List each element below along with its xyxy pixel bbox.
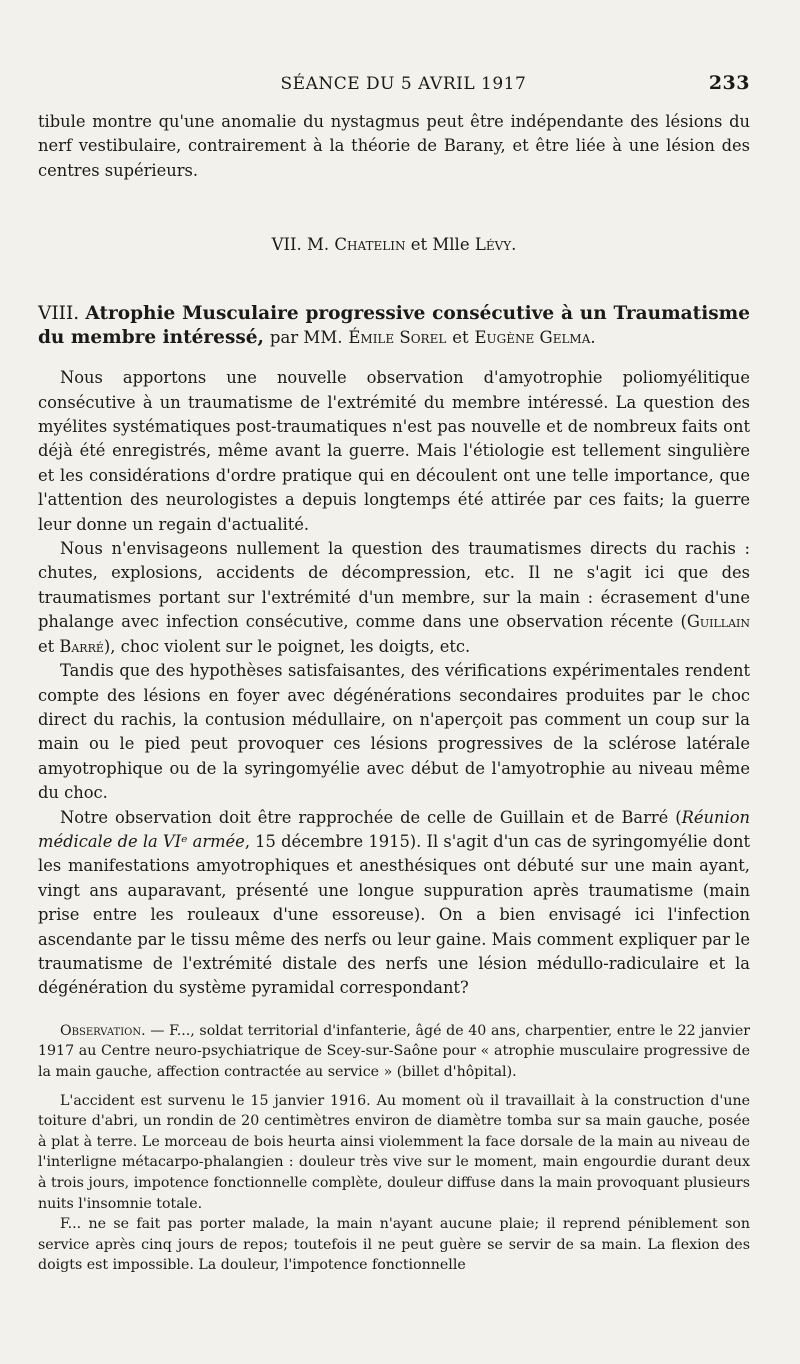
paragraph-4-text-b: , 15 décembre 1915). Il s'agit d'un cas de syringomyélie dont les manifestations amyotrophiques et anesthésiques ont débuté sur une main ayant, vingt ans auparavant, présenté une longue suppuration après traumatisme (main prise entre les rouleaux d'une essoreuse). On a bien envisagé ici l'infection ascendante par le tissu même des nerfs ou leur gaine. Mais comment expliquer par le traumatisme de l'extrémité distale des nerfs une lésion médullo-radiculaire et la dégénération du système pyramidal correspondant?: [38, 831, 750, 998]
paragraph-4-citation: Réunion médicale de la VIᵉ armée: [38, 807, 750, 851]
section-viii-par: par MM.: [269, 328, 343, 348]
section-viii-number: VIII.: [38, 303, 80, 325]
header-title: SÉANCE DU 5 AVRIL 1917: [280, 74, 527, 94]
paragraph-2-text-a: Nous n'envisageons nullement la question des traumatismes directs du rachis : chutes, explosions, accidents de décompression, etc. Il ne s'agit ici que des traumatismes portant sur l'extrémité d'un membre, sur la main : écrasement d'une phalange avec infection consécutive, comme dans une observation récente (: [38, 539, 750, 632]
paragraph-4-text-a: Notre observation doit être rapprochée de celle de Guillain et de Barré (: [60, 807, 682, 827]
paragraph-2: [38, 537, 750, 659]
page-number: 233: [708, 72, 750, 94]
observation-paragraph-1: [38, 1021, 750, 1083]
observation-text-1: — F..., soldat territorial d'infanterie, âgé de 40 ans, charpentier, entre le 22 janvier 1917 au Centre neuro-psychiatrique de Scey-sur-Saône pour « atrophie musculaire progressive de la main gauche, affection contractée au service » (billet d'hôpital).: [38, 1022, 750, 1080]
section-viii-heading: [38, 302, 750, 350]
paragraph-1: Nous apportons une nouvelle observation d'amyotrophie poliomyélitique consécutive à un traumatisme de l'extrémité du membre intéressé. La question des myélites systématiques post-traumatiques n'est pas nouvelle et de nombreux faits ont déjà été enregistrés, même avant la guerre. Mais l'étiologie est tellement singulière et les considérations d'ordre pratique qui en découlent ont une telle importance, que l'attention des neurologistes a depuis longtemps été attirée par ces faits; la guerre leur donne un regain d'actualité.: [38, 368, 750, 534]
section-vii-author1: Chatelin: [334, 235, 406, 255]
section-viii-author2: Eugène Gelma.: [474, 328, 596, 348]
paragraph-2-text-b: ), choc violent sur le poignet, les doigts, etc.: [103, 636, 471, 656]
section-vii-heading: [38, 235, 750, 254]
paragraph-2-author1: Guillain: [686, 612, 750, 632]
paragraph-3: Tandis que des hypothèses satisfaisantes, des vérifications expérimentales rendent compte des lésions en foyer avec dégénérations secondaires produites par le choc direct du rachis, la contusion médullaire, on n'aperçoit pas comment un coup sur la main ou le pied peut provoquer ces lésions progressives de la sclérose latérale amyotrophique ou de la syringomyélie avec début de l'amyotrophie au niveau même du choc.: [38, 661, 750, 803]
paragraph-2-author2: Barré: [59, 636, 104, 656]
section-vii-middle: et Mlle: [410, 235, 470, 255]
section-viii-author1: Émile Sorel: [348, 328, 447, 348]
observation-label: Observation.: [60, 1022, 146, 1039]
observation-paragraph-3: F... ne se fait pas porter malade, la main n'ayant aucune plaie; il reprend péniblement son service après cinq jours de repos; toutefois il ne peut guère se servir de sa main. La flexion des doigts est impossible. La douleur, l'impotence fonctionnelle: [38, 1216, 750, 1274]
section-vii-prefix: VII. M.: [271, 235, 330, 255]
paragraph-4: [38, 806, 750, 1001]
section-viii-title: Atrophie Musculaire progressive consécutive à un Traumatisme du membre intéressé,: [38, 303, 750, 349]
section-vii-author2: Lévy.: [474, 235, 517, 255]
paragraph-2-et: et: [38, 636, 55, 656]
observation-paragraph-2: L'accident est survenu le 15 janvier 1916. Au moment où il travaillait à la construction d'une toiture d'abri, un rondin de 20 centimètres environ de diamètre tomba sur sa main gauche, posée à plat à terre. Le morceau de bois heurta ainsi violemment la face dorsale de la main au niveau de l'interligne métacarpo-phalangien : douleur très vive sur le moment, main engourdie durant deux à trois jours, impotence fonctionnelle complète, douleur diffuse dans la main provoquant plusieurs nuits l'insomnie totale.: [38, 1092, 750, 1212]
running-header: [38, 72, 750, 94]
section-viii-et: et: [452, 328, 469, 348]
intro-paragraph: tibule montre qu'une anomalie du nystagmus peut être indépendante des lésions du nerf vestibulaire, contrairement à la théorie de Barany, et être liée à une lésion des centres supérieurs.: [38, 112, 750, 180]
